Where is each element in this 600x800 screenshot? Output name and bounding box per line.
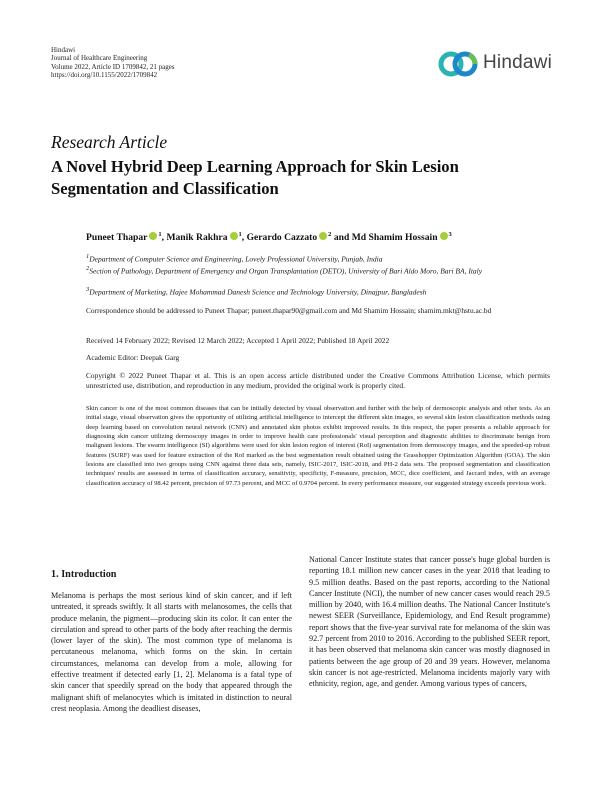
affiliation-num: 3 (86, 286, 90, 293)
author-separator: and (331, 232, 350, 244)
article-type: Research Article (51, 132, 168, 152)
logo-text: Hindawi (483, 52, 552, 73)
orcid-icon[interactable] (319, 232, 327, 240)
volume-info: Volume 2022, Article ID 1709842, 21 pages (51, 62, 175, 71)
publisher-name: Hindawi (51, 46, 76, 54)
section-heading: 1. Introduction (51, 569, 117, 580)
orcid-icon[interactable] (230, 232, 238, 240)
paper-title: A Novel Hybrid Deep Learning Approach for Skin Lesion Segmentation and Classification (51, 157, 459, 198)
orcid-icon[interactable] (149, 232, 157, 240)
affiliation-text: Department of Marketing, Hajee Mohammad Danesh Science and Technology University, Dinajpur, Bangladesh (89, 287, 427, 297)
correspondence: Correspondence should be addressed to Puneet Thapar; puneet.thapar90@gmail.com and Md Shamim Hossain; shamim.mkt@hstu.ac.bd (86, 306, 492, 315)
author-name: Manik Rakhra (166, 232, 228, 244)
copyright-notice: Copyright © 2022 Puneet Thapar et al. This is an open access article distributed under the Creative Commons Attribution License, which permits unrestricted use, distribution, and reproduction in any medium, provided the original work is properly cited. (86, 371, 550, 390)
affiliation-text: Department of Computer Science and Engineering, Lovely Professional University, Punjab, India (89, 254, 383, 264)
body-text-right: National Cancer Institute states that cancer posse's huge global burden is reporting 18.1 million new cancer cases in the year 2018 that leading to 9.5 million deaths. Based on the past reports, according to the National Cancer Institute (NCI), the number of new cancer cases would reach 29.5 million by 2040, with 16.4 million deaths. The National Cancer Institute's newest SEER (Surveillance, Epidemiology, and End Result programme) report shows that the five-year survival rate for melanoma of the skin was 92.7 percent from 2010 to 2016. According to the published SEER report, it has been observed that melanoma skin cancer was mostly diagnosed in patients between the age group of 20 and 39 years. However, melanoma skin cancer is not age-restricted. Melanoma incidents majorly vary with ethnicity, region, age, and gender. Among various types of cancers, (309, 555, 550, 689)
orcid-icon[interactable] (440, 232, 448, 240)
affiliation (86, 252, 550, 264)
author-name: Puneet Thapar (86, 232, 148, 244)
doi-link[interactable]: https://doi.org/10.1155/2022/1709842 (51, 71, 158, 80)
author-affil-num: 3 (448, 231, 452, 238)
publication-dates: Received 14 February 2022; Revised 12 March 2022; Accepted 1 April 2022; Published 18 April 2022 (86, 336, 390, 345)
affiliation-text: Section of Pathology, Department of Emergency and Organ Transplantation (DETO), University of Bari Aldo Moro, Bari BA, Italy (89, 266, 483, 276)
author-affil-num: 2 (328, 231, 332, 238)
author-list (86, 231, 452, 243)
author-name: Md Shamim Hossain (351, 232, 438, 244)
author-name: Gerardo Cazzato (246, 232, 318, 244)
abstract: Skin cancer is one of the most common diseases that can be initially detected by visual observation and further with the help of dermoscopic analysis and other tests. As an initial stage, visual observation gives the opportunity of utilizing artificial intelligence to intercept the different skin images, so several skin lesion classification methods using deep learning based on convolution neural network (CNN) and annotated skin photos exhibit improved results. In this respect, the paper presents a reliable approach for diagnosing skin cancer utilizing dermoscopy images in order to improve health care professionals' visual perception and diagnostic abilities to discriminate benign from malignant lesions. The swarm intelligence (SI) algorithms were used for skin lesion region of interest (RoI) segmentation from dermoscopy images, and the speeded-up robust features (SURF) was used for feature extraction of the RoI marked as the best segmentation result obtained using the Grasshopper Optimization Algorithm (GOA). The skin lesions are classified into two groups using CNN against three data sets, namely, ISIC-2017, ISIC-2018, and PH-2 data sets. The proposed segmentation and classification techniques' results are assessed in terms of classification accuracy, sensitivity, specificity, F-measure, precision, MCC, dice coefficient, and Jaccard index, with an average classification accuracy of 98.42 percent, precision of 97.73 percent, and MCC of 0.9704 percent. In every performance measure, our suggested strategy exceeds previous work. (86, 405, 550, 487)
author-separator: , (161, 232, 165, 244)
hindawi-logo-icon (438, 46, 480, 82)
author-affil-num: 1 (238, 231, 242, 238)
journal-name: Journal of Healthcare Engineering (51, 54, 148, 63)
author-affil-num: 1 (158, 231, 162, 238)
academic-editor: Academic Editor: Deepak Garg (86, 353, 180, 362)
journal-meta (51, 46, 175, 80)
affiliation-num: 1 (86, 253, 90, 260)
author-separator: , (241, 232, 245, 244)
body-text-left: Melanoma is perhaps the most serious kind of skin cancer, and if left untreated, it spreads swiftly. It all starts with melanosomes, the cells that produce melanin, the pigment—producing skin its color. It can enter the circulation and spread to other parts of the body after reaching the dermis (lower layer of the skin). The most common type of melanoma is percutaneous melanoma, which forms on the skin. In certain circumstances, melanoma can develop from a mole, allowing for effective treatment if detected early [1, 2]. Melanoma is a fatal type of skin cancer that speedily spread on the body that appeared through the malignant shift of melanocytes which is imitated in distinction to neural crest neoplasia. Among the deadliest diseases, (51, 591, 292, 713)
hindawi-logo (438, 46, 550, 82)
affiliation (86, 264, 550, 276)
affiliation-num: 2 (86, 265, 90, 272)
affiliation (86, 285, 550, 297)
